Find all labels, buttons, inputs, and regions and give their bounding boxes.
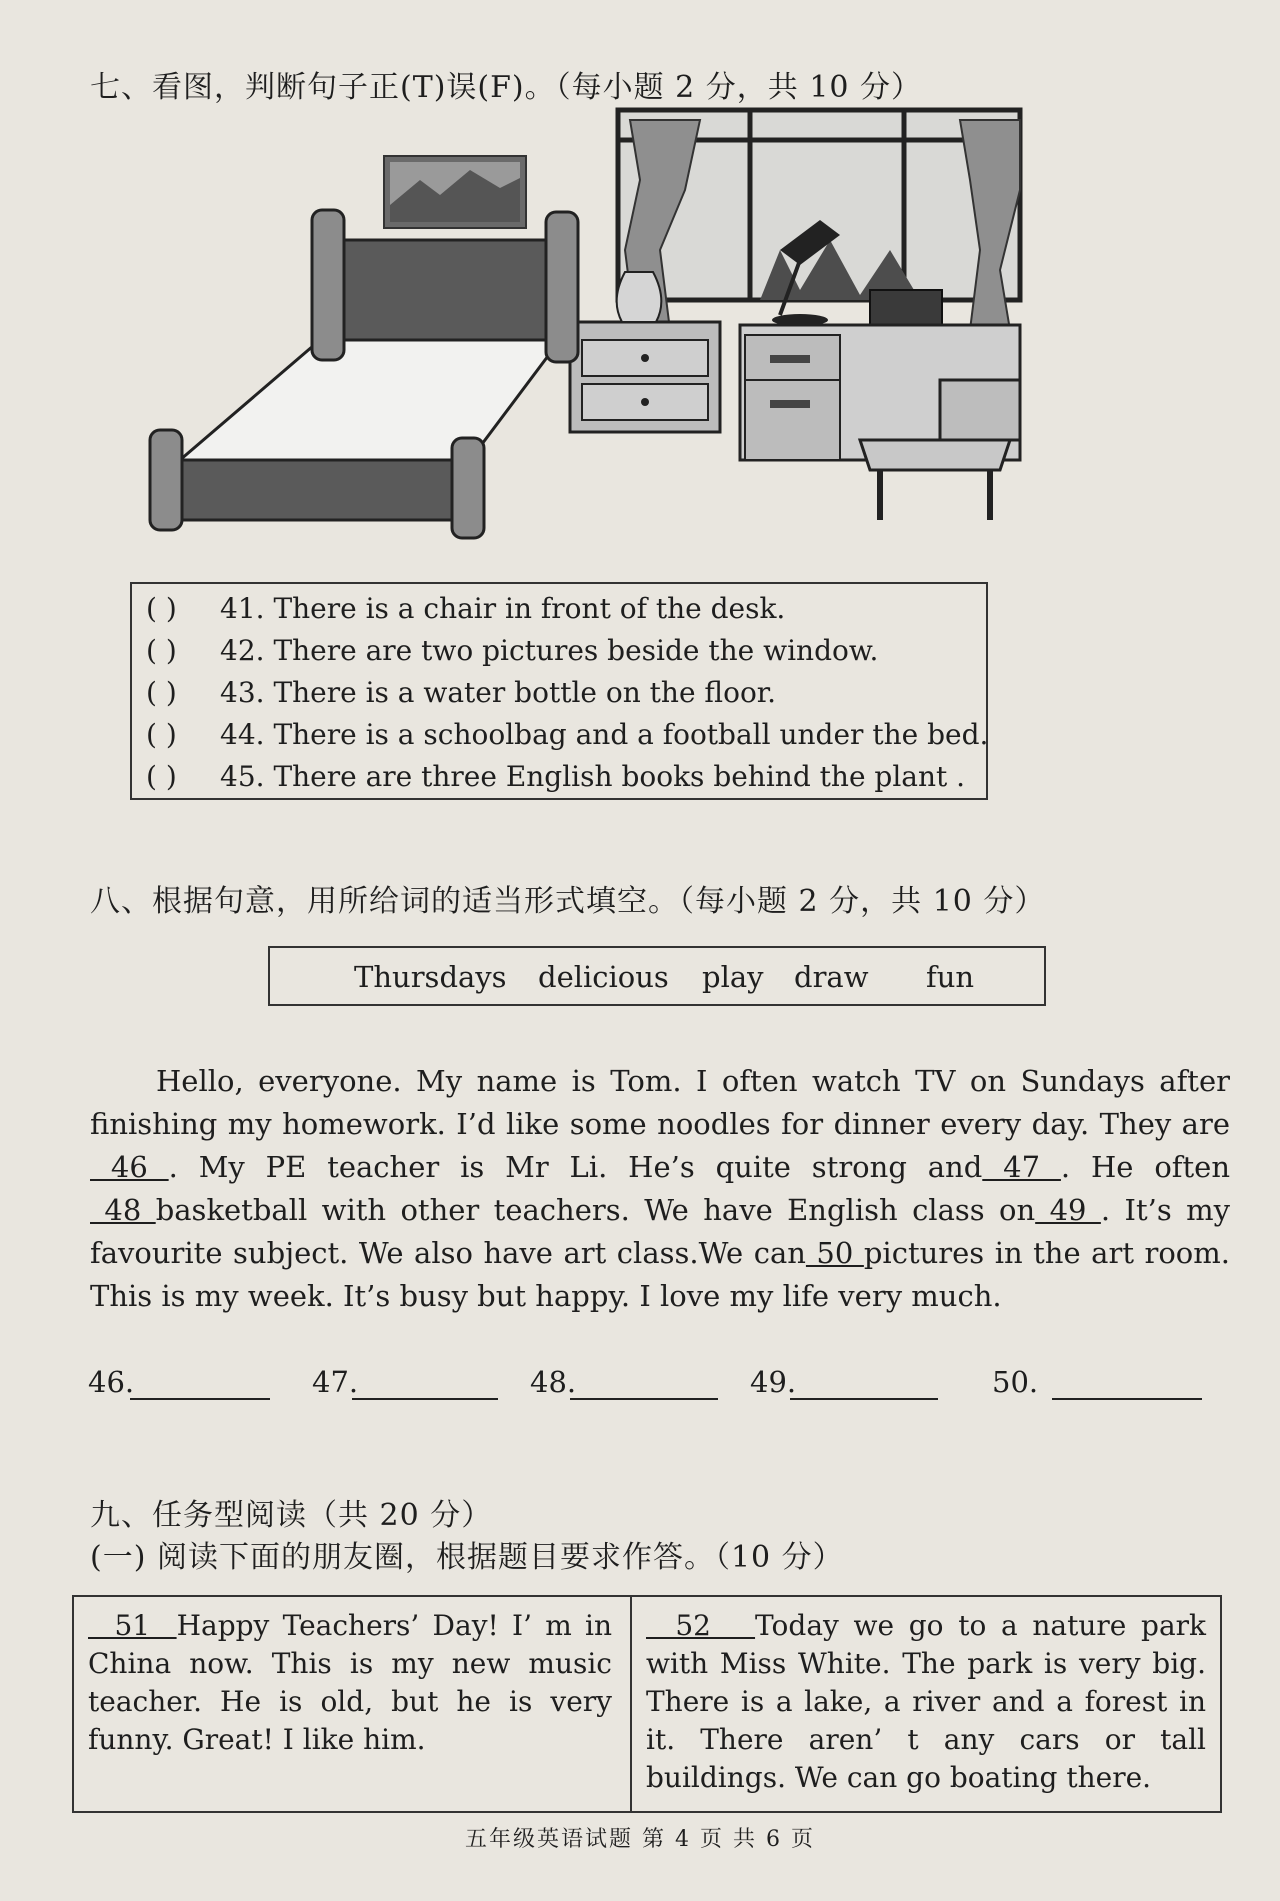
blank-51[interactable]: 51 [88, 1609, 177, 1642]
page-footer: 五年级英语试题 第 4 页 共 6 页 [465, 1827, 815, 1852]
passage-paragraph [90, 1060, 1230, 1318]
blank-48[interactable]: 48 [90, 1193, 156, 1227]
question-number: 43. [220, 676, 265, 709]
passage-text: . He often [1060, 1150, 1231, 1184]
question-text: There is a water bottle on the floor. [273, 676, 777, 709]
section-9-subheading: (一) 阅读下面的朋友圈，根据题目要求作答。（10 分） [90, 1540, 844, 1575]
question-number: 41. [220, 592, 265, 625]
question-text: There are three English books behind the plant . [273, 760, 966, 793]
word-bank-item: delicious [538, 960, 669, 994]
answer-label-47: 47. [312, 1365, 359, 1399]
blank-50[interactable]: 50 [805, 1236, 864, 1270]
question-42 [146, 634, 878, 667]
question-number: 45. [220, 760, 265, 793]
blank-47[interactable]: 47 [982, 1150, 1061, 1184]
question-44 [146, 718, 988, 751]
reading-box [72, 1595, 1222, 1813]
question-text: There is a schoolbag and a football under the bed. [273, 718, 989, 751]
reading-divider [630, 1597, 632, 1811]
answer-line-46[interactable] [130, 1398, 270, 1400]
answer-label-48: 48. [530, 1365, 577, 1399]
section-8-heading: 八、根据句意，用所给词的适当形式填空。（每小题 2 分，共 10 分） [90, 884, 1046, 919]
passage-text: . It’s my favourite subject. We also have art class.We can [90, 1193, 1230, 1270]
passage-text: basketball with other teachers. We have English class on [155, 1193, 1036, 1227]
post-right [646, 1607, 1206, 1797]
answer-line-50[interactable] [1052, 1398, 1202, 1400]
passage-text: . My PE teacher is Mr Li. He’s quite strong and [168, 1150, 983, 1184]
question-43 [146, 676, 776, 709]
blank-49[interactable]: 49 [1035, 1193, 1101, 1227]
question-45 [146, 760, 965, 793]
question-number: 44. [220, 718, 265, 751]
passage-text: pictures in the art room. This is my week. It’s busy but happy. I love my life very much. [90, 1236, 1230, 1313]
post-left [88, 1607, 612, 1759]
word-bank-item: draw [794, 960, 869, 994]
answer-line-48[interactable] [570, 1398, 718, 1400]
blank-46[interactable]: 46 [90, 1150, 169, 1184]
answer-label-49: 49. [750, 1365, 797, 1399]
section-9-heading: 九、任务型阅读（共 20 分） [90, 1498, 493, 1533]
answer-label-50: 50. [992, 1365, 1039, 1399]
word-bank-item: play [702, 960, 764, 994]
question-41 [146, 592, 785, 625]
answer-lines [88, 1365, 1238, 1405]
word-bank-item: fun [926, 960, 975, 994]
word-bank-box [268, 946, 1046, 1006]
passage [90, 1060, 1230, 1318]
question-text: There is a chair in front of the desk. [273, 592, 786, 625]
word-bank-item: Thursdays [354, 960, 507, 994]
bed [150, 210, 578, 538]
passage-text: Hello, everyone. My name is Tom. I often watch TV on Sundays after finishing my homework. I’d like some noodles for dinner every day. They are [90, 1064, 1230, 1141]
blank-52[interactable]: 52 [646, 1609, 756, 1642]
answer-line-49[interactable] [790, 1398, 938, 1400]
question-text: There are two pictures beside the window. [273, 634, 879, 667]
answer-paren[interactable]: ( ) [146, 592, 177, 625]
answer-paren[interactable]: ( ) [146, 718, 177, 751]
bedroom-illustration [140, 100, 1040, 540]
answer-paren[interactable]: ( ) [146, 760, 177, 793]
answer-line-47[interactable] [352, 1398, 498, 1400]
section-7-heading: 七、看图，判断句子正(T)误(F)。（每小题 2 分，共 10 分） [90, 70, 923, 105]
post-right-text: Today we go to a nature park with Miss White. The park is very big. There is a lake, a river and a forest in it. There aren’ t any cars or tall buildings. We can go boating there. [646, 1609, 1206, 1794]
question-number: 42. [220, 634, 265, 667]
answer-paren[interactable]: ( ) [146, 634, 177, 667]
questions-box [130, 582, 988, 800]
wall-picture [384, 156, 526, 228]
answer-paren[interactable]: ( ) [146, 676, 177, 709]
post-left-text: Happy Teachers’ Day! I’ m in China now. This is my new music teacher. He is old, but he is very funny. Great! I like him. [88, 1609, 612, 1756]
answer-label-46: 46. [88, 1365, 135, 1399]
